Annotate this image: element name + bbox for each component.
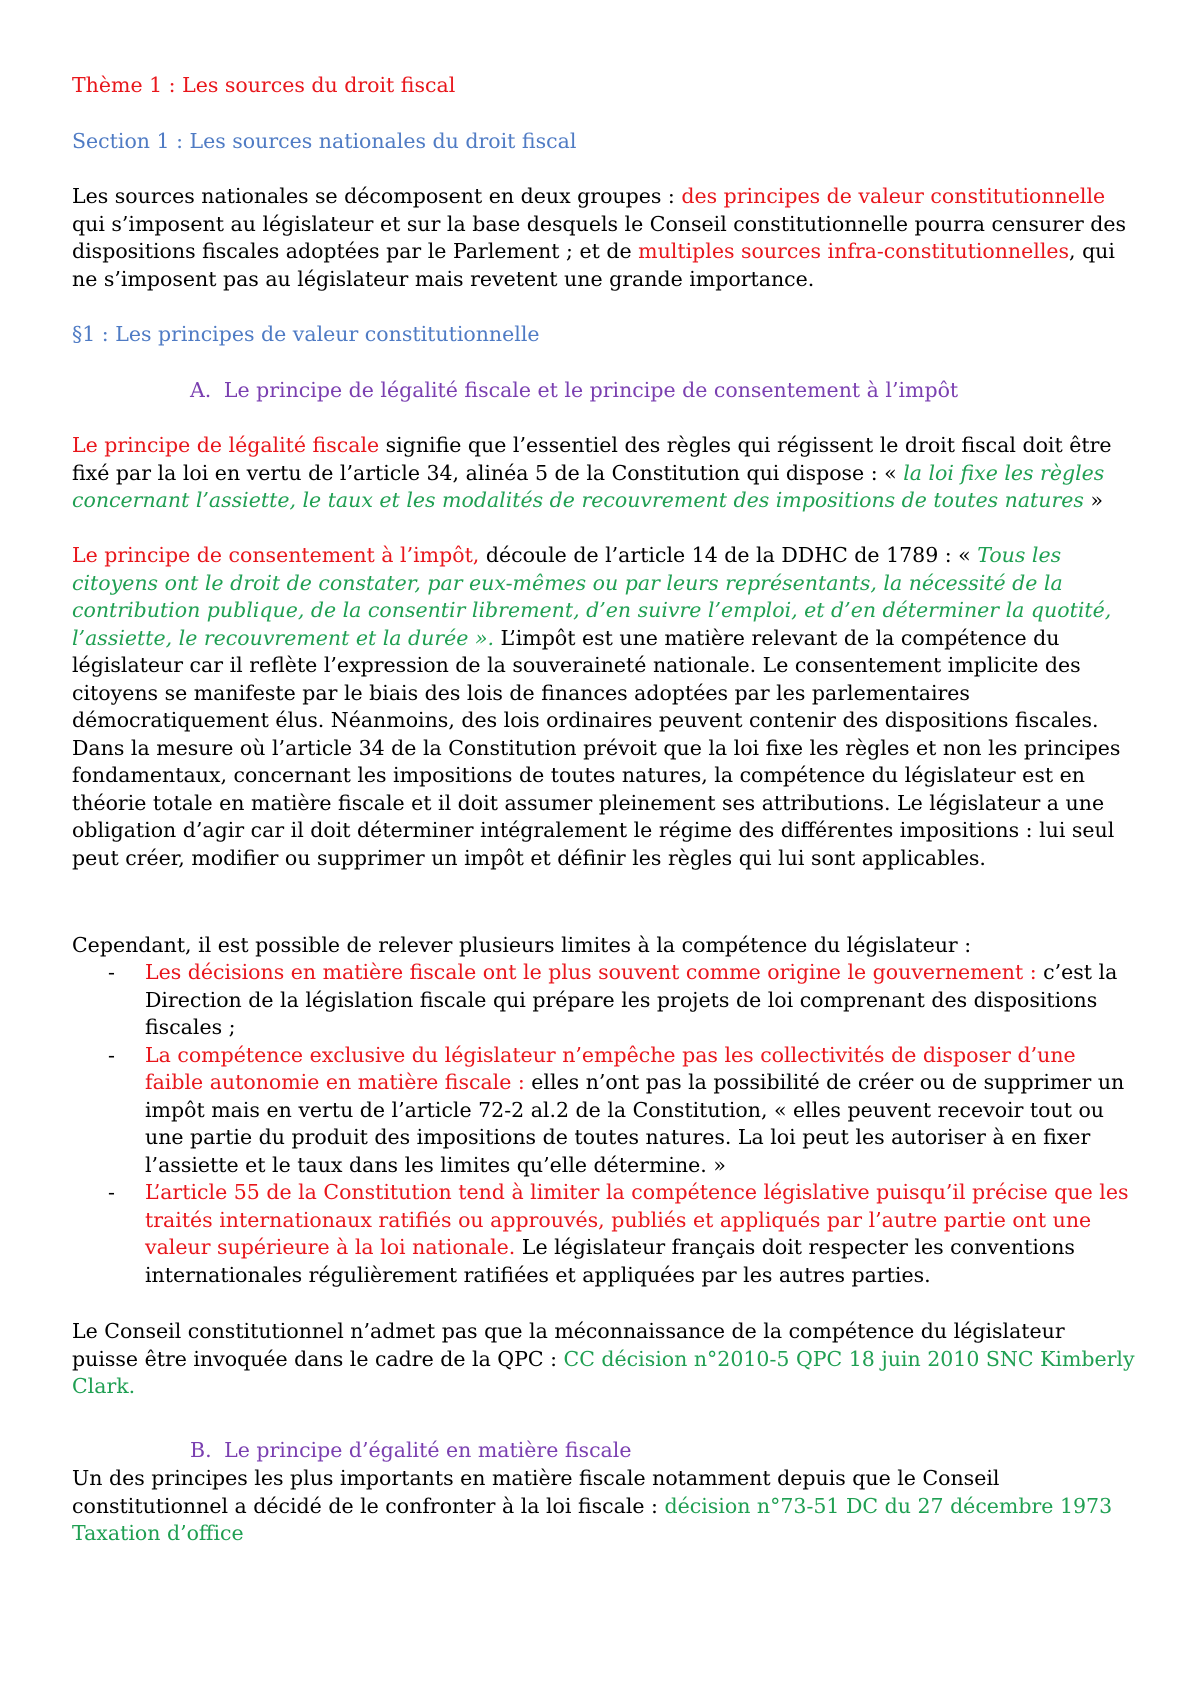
dash-marker: - <box>108 960 115 984</box>
cependant-paragraph: Cependant, il est possible de relever plusieurs limites à la compétence du législateur : <box>72 933 972 957</box>
bullet-highlight: L’article 55 de la Constitution tend à limiter la compétence législative puisqu’il précise que les traités internationaux ratifiés ou approuvés, publiés et appliqués par l’autre partie ont une valeur supérieure à la loi nationale. <box>145 1180 1129 1259</box>
intro-text-2: qui s’imposent au législateur et sur la base desquels le Conseil constitutionnelle pourra censurer des dispositions fiscales adoptées par le Parlement ; et de <box>72 211 1127 263</box>
consentement-text-2: L’impôt est une matière relevant de la compétence du législateur car il reflète l’expression de la souveraineté nationale. Le consentement implicite des citoyens se manifeste par le biais des lois de finances adoptées par les parlementaires démocratiquement élus. Néanmoins, des lois ordinaires peuvent contenir des dispositions fiscales. Dans la mesure où l’article 34 de la Constitution prévoit que la loi fixe les règles et non les principes fondamentaux, concernant les impositions de toutes natures, la compétence du législateur est en théorie totale en matière fiscale et il doit assumer pleinement ses attributions. Le législateur a une obligation d’agir car il doit déterminer intégralement le régime des différentes impositions : lui seul peut créer, modifier ou supprimer un impôt et définir les règles qui lui sont applicables. <box>72 625 1121 870</box>
intro-paragraph <box>72 183 1136 293</box>
conseil-reference: CC décision n°2010-5 QPC 18 juin 2010 SNC Kimberly Clark. <box>72 1346 1135 1398</box>
list-item <box>108 1179 1136 1289</box>
limits-list <box>108 959 1136 1289</box>
list-item <box>108 1042 1136 1180</box>
intro-text-1: Les sources nationales se décomposent en deux groupes : <box>72 184 682 208</box>
bullet-text: elles n’ont pas la possibilité de créer ou de supprimer un impôt mais en vertu de l’article 72-2 al.2 de la Constitution, « elles peuvent recevoir tout ou une partie du produit des impositions de toutes natures. La loi peut les autoriser à en fixer l’assiette et le taux dans les limites qu’elle détermine. » <box>145 1070 1125 1177</box>
intro-highlight-2: multiples sources infra-constitutionnelles <box>638 239 1070 263</box>
list-item <box>108 959 1136 1042</box>
bullet-text: c’est la Direction de la législation fiscale qui prépare les projets de loi comprenant des dispositions fiscales ; <box>145 960 1118 1039</box>
section-title: Section 1 : Les sources nationales du droit fiscal <box>72 129 577 153</box>
heading-a <box>190 377 1090 405</box>
intro-highlight-1: des principes de valeur constitutionnelle <box>681 184 1106 208</box>
heading-b-label: B. <box>190 1438 212 1462</box>
egalite-reference: décision n°73-51 DC du 27 décembre 1973 Taxation d’office <box>72 1493 1113 1545</box>
consentement-paragraph <box>72 542 1136 872</box>
legalite-text-1: signifie que l’essentiel des règles qui régissent le droit fiscal doit être fixé par la loi en vertu de l’article 34, alinéa 5 de la Constitution qui dispose : « <box>72 433 1112 485</box>
heading-b-text: Le principe d’égalité en matière fiscale <box>224 1438 632 1462</box>
dash-marker: - <box>108 1180 115 1204</box>
bullet-text: Le législateur français doit respecter les conventions internationales régulièrement ratifiées et appliquées par les autres parties. <box>145 1235 1075 1287</box>
bullet-highlight: La compétence exclusive du législateur n’empêche pas les collectivités de disposer d’une faible autonomie en matière fiscale : <box>145 1042 1076 1094</box>
bullet-highlight: Les décisions en matière fiscale ont le plus souvent comme origine le gouvernement : <box>145 960 1037 984</box>
paragraph-1-title: §1 : Les principes de valeur constitutionnelle <box>72 322 540 346</box>
conseil-paragraph <box>72 1318 1136 1401</box>
theme-title: Thème 1 : Les sources du droit fiscal <box>72 73 456 97</box>
heading-a-text: Le principe de légalité fiscale et le principe de consentement à l’impôt <box>223 378 959 402</box>
heading-a-label: A. <box>190 378 212 402</box>
legalite-quote: la loi fixe les règles concernant l’assiette, le taux et les modalités de recouvrement des impositions de toutes natures <box>72 460 1105 512</box>
heading-b <box>190 1437 1090 1465</box>
consentement-quote: Tous les citoyens ont le droit de constater, par eux-mêmes ou par leurs représentants, la nécessité de la contribution publique, de la consentir librement, d’en suivre l’emploi, et d’en déterminer la quotité, l’assiette, le recouvrement et la durée ». <box>72 543 1112 650</box>
dash-marker: - <box>108 1042 115 1067</box>
consentement-term: Le principe de consentement à l’impôt, <box>72 543 480 567</box>
legalite-text-2: » <box>1083 488 1103 512</box>
legalite-paragraph <box>72 432 1136 515</box>
conseil-text: Le Conseil constitutionnel n’admet pas que la méconnaissance de la compétence du législateur puisse être invoquée dans le cadre de la QPC : <box>72 1319 1065 1371</box>
egalite-paragraph <box>72 1465 1136 1548</box>
intro-text-3: , qui ne s’imposent pas au législateur mais revetent une grande importance. <box>72 239 1115 291</box>
egalite-text: Un des principes les plus importants en matière fiscale notamment depuis que le Conseil constitutionnel a décidé de le confronter à la loi fiscale : <box>72 1466 1000 1518</box>
legalite-term: Le principe de légalité fiscale <box>72 433 380 457</box>
consentement-text-1: découle de l’article 14 de la DDHC de 1789 : « <box>479 543 978 567</box>
